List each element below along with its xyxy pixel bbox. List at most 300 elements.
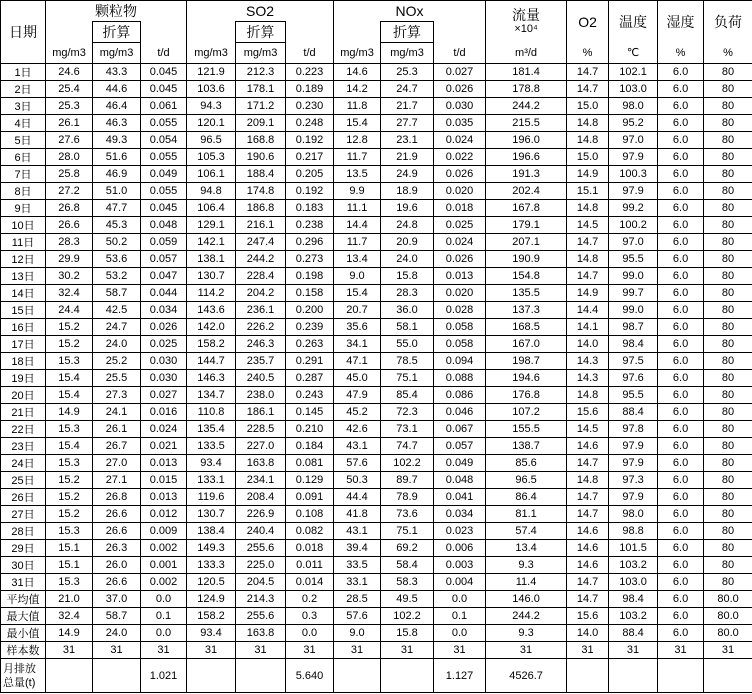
summary-cell: 37.0: [93, 591, 141, 608]
table-cell: 73.1: [381, 421, 434, 438]
table-cell: 15.2: [46, 472, 93, 489]
table-cell: 89.7: [381, 472, 434, 489]
summary-row: [1, 591, 752, 608]
summary-cell: 15.6: [567, 608, 609, 625]
table-cell: 196.6: [486, 149, 567, 166]
table-cell: 14.6: [567, 557, 609, 574]
o2-header: O2: [567, 1, 609, 43]
table-cell: 0.058: [434, 336, 486, 353]
table-cell: 15.0: [567, 98, 609, 115]
table-cell: 33.5: [334, 557, 381, 574]
table-cell: 15.1: [567, 183, 609, 200]
summary-label-cell: 样本数: [1, 642, 46, 659]
table-cell: 47.9: [334, 387, 381, 404]
total-empty-cell: [236, 659, 286, 693]
row-date-cell: 23日: [1, 438, 46, 455]
table-cell: 75.1: [381, 370, 434, 387]
table-cell: 25.5: [93, 370, 141, 387]
table-cell: 24.6: [46, 64, 93, 81]
table-cell: 94.8: [187, 183, 236, 200]
table-cell: 0.192: [286, 132, 334, 149]
table-cell: 14.7: [567, 574, 609, 591]
table-cell: 24.7: [381, 81, 434, 98]
table-cell: 14.8: [567, 132, 609, 149]
table-row: [1, 472, 752, 489]
unit-temperature: ℃: [609, 43, 658, 64]
table-cell: 80: [704, 200, 752, 217]
nox-converted-header: 折算: [381, 22, 434, 43]
table-cell: 0.025: [141, 336, 187, 353]
table-row: [1, 353, 752, 370]
unit-particulate-raw: mg/m3: [46, 43, 93, 64]
summary-cell: 57.6: [334, 608, 381, 625]
table-cell: 14.5: [567, 421, 609, 438]
table-cell: 138.7: [486, 438, 567, 455]
summary-cell: 103.2: [609, 608, 658, 625]
table-cell: 81.1: [486, 506, 567, 523]
table-cell: 11.4: [486, 574, 567, 591]
row-date-cell: 13日: [1, 268, 46, 285]
table-cell: 174.8: [236, 183, 286, 200]
table-cell: 0.026: [434, 166, 486, 183]
table-row: [1, 234, 752, 251]
row-date-cell: 17日: [1, 336, 46, 353]
table-cell: 46.3: [93, 115, 141, 132]
table-cell: 120.1: [187, 115, 236, 132]
table-cell: 98.7: [609, 319, 658, 336]
table-cell: 80: [704, 115, 752, 132]
table-cell: 72.3: [381, 404, 434, 421]
table-cell: 0.013: [141, 455, 187, 472]
table-cell: 102.2: [381, 455, 434, 472]
total-empty-cell: [334, 659, 381, 693]
table-cell: 0.055: [141, 115, 187, 132]
table-cell: 154.8: [486, 268, 567, 285]
date-header: 日期: [1, 1, 46, 64]
table-cell: 20.7: [334, 302, 381, 319]
table-cell: 85.4: [381, 387, 434, 404]
table-cell: 45.2: [334, 404, 381, 421]
table-cell: 0.108: [286, 506, 334, 523]
table-cell: 80: [704, 489, 752, 506]
flow-header: [486, 1, 567, 43]
table-cell: 0.023: [434, 523, 486, 540]
table-cell: 155.5: [486, 421, 567, 438]
table-cell: 0.055: [141, 183, 187, 200]
table-cell: 47.1: [334, 353, 381, 370]
table-cell: 14.8: [567, 472, 609, 489]
table-row: [1, 217, 752, 234]
table-cell: 0.296: [286, 234, 334, 251]
summary-cell: 80.0: [704, 625, 752, 642]
table-cell: 20.9: [381, 234, 434, 251]
table-cell: 0.248: [286, 115, 334, 132]
table-cell: 0.048: [434, 472, 486, 489]
table-cell: 26.6: [46, 217, 93, 234]
table-cell: 0.045: [141, 200, 187, 217]
table-row: [1, 336, 752, 353]
table-row: [1, 574, 752, 591]
summary-cell: 0.0: [141, 625, 187, 642]
particulate-converted-header: 折算: [93, 22, 141, 43]
table-cell: 15.4: [46, 387, 93, 404]
table-cell: 27.6: [46, 132, 93, 149]
table-cell: 240.5: [236, 370, 286, 387]
table-cell: 80: [704, 370, 752, 387]
table-cell: 0.205: [286, 166, 334, 183]
table-cell: 34.1: [334, 336, 381, 353]
summary-cell: 31: [658, 642, 704, 659]
table-cell: 186.8: [236, 200, 286, 217]
table-cell: 78.5: [381, 353, 434, 370]
table-cell: 244.2: [236, 251, 286, 268]
table-cell: 130.7: [187, 506, 236, 523]
table-cell: 14.1: [567, 319, 609, 336]
table-cell: 196.0: [486, 132, 567, 149]
table-cell: 0.210: [286, 421, 334, 438]
table-cell: 14.3: [567, 370, 609, 387]
so2-converted-header: 折算: [236, 22, 286, 43]
table-cell: 226.9: [236, 506, 286, 523]
table-cell: 146.3: [187, 370, 236, 387]
summary-cell: 31: [93, 642, 141, 659]
table-cell: 6.0: [658, 64, 704, 81]
table-cell: 6.0: [658, 251, 704, 268]
table-cell: 14.7: [567, 234, 609, 251]
table-cell: 163.8: [236, 455, 286, 472]
table-cell: 96.5: [486, 472, 567, 489]
summary-cell: 0.3: [286, 608, 334, 625]
row-date-cell: 16日: [1, 319, 46, 336]
row-date-cell: 18日: [1, 353, 46, 370]
unit-nox-converted: mg/m3: [381, 43, 434, 64]
table-row: [1, 404, 752, 421]
table-cell: 225.0: [236, 557, 286, 574]
table-cell: 0.026: [434, 251, 486, 268]
table-cell: 98.0: [609, 98, 658, 115]
table-cell: 0.026: [434, 81, 486, 98]
table-cell: 99.7: [609, 285, 658, 302]
table-cell: 6.0: [658, 387, 704, 404]
table-cell: 0.030: [141, 353, 187, 370]
table-cell: 0.061: [141, 98, 187, 115]
table-cell: 94.3: [187, 98, 236, 115]
table-cell: 43.3: [93, 64, 141, 81]
table-row: [1, 200, 752, 217]
table-cell: 53.6: [93, 251, 141, 268]
total-empty-cell: [609, 659, 658, 693]
table-cell: 58.1: [381, 319, 434, 336]
summary-cell: 15.8: [381, 625, 434, 642]
table-cell: 42.5: [93, 302, 141, 319]
table-cell: 14.9: [567, 285, 609, 302]
table-cell: 0.041: [434, 489, 486, 506]
table-cell: 11.1: [334, 200, 381, 217]
table-cell: 0.030: [141, 370, 187, 387]
row-date-cell: 7日: [1, 166, 46, 183]
summary-cell: 158.2: [187, 608, 236, 625]
table-cell: 168.8: [236, 132, 286, 149]
table-cell: 6.0: [658, 404, 704, 421]
table-cell: 15.4: [334, 285, 381, 302]
load-header: 负荷: [704, 1, 752, 43]
table-cell: 0.002: [141, 540, 187, 557]
table-cell: 15.2: [46, 319, 93, 336]
table-cell: 24.7: [93, 319, 141, 336]
table-cell: 6.0: [658, 540, 704, 557]
table-cell: 15.3: [46, 574, 93, 591]
unit-particulate-td: t/d: [141, 43, 187, 64]
table-cell: 0.013: [141, 489, 187, 506]
table-cell: 47.7: [93, 200, 141, 217]
table-cell: 14.7: [567, 64, 609, 81]
summary-cell: 31: [141, 642, 187, 659]
table-cell: 73.6: [381, 506, 434, 523]
table-cell: 11.7: [334, 149, 381, 166]
table-cell: 0.223: [286, 64, 334, 81]
table-cell: 14.4: [334, 217, 381, 234]
table-cell: 0.006: [434, 540, 486, 557]
table-cell: 44.4: [334, 489, 381, 506]
summary-cell: 31: [704, 642, 752, 659]
row-date-cell: 31日: [1, 574, 46, 591]
row-date-cell: 15日: [1, 302, 46, 319]
table-cell: 0.081: [286, 455, 334, 472]
table-cell: 26.7: [93, 438, 141, 455]
unit-so2-converted: mg/m3: [236, 43, 286, 64]
table-cell: 26.6: [93, 506, 141, 523]
table-cell: 57.6: [334, 455, 381, 472]
table-cell: 227.0: [236, 438, 286, 455]
table-row: [1, 268, 752, 285]
table-cell: 58.4: [381, 557, 434, 574]
table-cell: 80: [704, 353, 752, 370]
table-row: [1, 132, 752, 149]
table-cell: 202.4: [486, 183, 567, 200]
table-cell: 0.044: [141, 285, 187, 302]
table-cell: 0.015: [141, 472, 187, 489]
table-cell: 11.7: [334, 234, 381, 251]
table-cell: 97.9: [609, 455, 658, 472]
table-cell: 198.7: [486, 353, 567, 370]
table-cell: 97.9: [609, 149, 658, 166]
table-cell: 6.0: [658, 370, 704, 387]
table-cell: 46.9: [93, 166, 141, 183]
summary-cell: 214.3: [236, 591, 286, 608]
summary-cell: 28.5: [334, 591, 381, 608]
table-cell: 80: [704, 166, 752, 183]
table-cell: 0.024: [141, 421, 187, 438]
humidity-header: 湿度: [658, 1, 704, 43]
table-cell: 0.024: [434, 234, 486, 251]
table-cell: 32.4: [46, 285, 93, 302]
table-cell: 246.3: [236, 336, 286, 353]
table-cell: 236.1: [236, 302, 286, 319]
row-date-cell: 11日: [1, 234, 46, 251]
total-empty-cell: [658, 659, 704, 693]
table-cell: 0.067: [434, 421, 486, 438]
total-empty-cell: [187, 659, 236, 693]
row-date-cell: 21日: [1, 404, 46, 421]
table-cell: 15.2: [46, 506, 93, 523]
table-row: [1, 98, 752, 115]
table-cell: 24.0: [93, 336, 141, 353]
summary-cell: 80.0: [704, 608, 752, 625]
table-cell: 29.9: [46, 251, 93, 268]
table-cell: 14.7: [567, 268, 609, 285]
table-cell: 105.3: [187, 149, 236, 166]
table-row: [1, 421, 752, 438]
table-cell: 0.002: [141, 574, 187, 591]
table-cell: 25.8: [46, 166, 93, 183]
table-cell: 6.0: [658, 200, 704, 217]
table-cell: 80: [704, 506, 752, 523]
table-cell: 15.8: [381, 268, 434, 285]
table-cell: 190.6: [236, 149, 286, 166]
table-cell: 0.021: [141, 438, 187, 455]
row-date-cell: 1日: [1, 64, 46, 81]
table-cell: 207.1: [486, 234, 567, 251]
table-row: [1, 81, 752, 98]
table-cell: 95.5: [609, 387, 658, 404]
table-cell: 50.2: [93, 234, 141, 251]
table-cell: 28.3: [381, 285, 434, 302]
table-cell: 14.6: [567, 523, 609, 540]
table-cell: 14.3: [567, 353, 609, 370]
table-cell: 0.088: [434, 370, 486, 387]
table-cell: 6.0: [658, 319, 704, 336]
table-cell: 25.2: [93, 353, 141, 370]
table-cell: 6.0: [658, 523, 704, 540]
summary-cell: 93.4: [187, 625, 236, 642]
row-date-cell: 3日: [1, 98, 46, 115]
flow-multiplier: ×10⁴: [514, 22, 538, 35]
summary-cell: 6.0: [658, 608, 704, 625]
table-cell: 99.0: [609, 268, 658, 285]
table-cell: 26.3: [93, 540, 141, 557]
total-empty-cell: [704, 659, 752, 693]
table-cell: 51.6: [93, 149, 141, 166]
table-cell: 57.4: [486, 523, 567, 540]
table-cell: 80: [704, 421, 752, 438]
table-cell: 255.6: [236, 540, 286, 557]
table-cell: 15.1: [46, 557, 93, 574]
table-cell: 171.2: [236, 98, 286, 115]
row-date-cell: 6日: [1, 149, 46, 166]
table-cell: 102.1: [609, 64, 658, 81]
summary-label-cell: 最大值: [1, 608, 46, 625]
table-cell: 0.291: [286, 353, 334, 370]
table-cell: 14.8: [567, 387, 609, 404]
summary-cell: 31: [567, 642, 609, 659]
table-cell: 168.5: [486, 319, 567, 336]
table-row: [1, 64, 752, 81]
summary-cell: 31: [286, 642, 334, 659]
table-cell: 80: [704, 251, 752, 268]
total-label-line1: 月排放: [3, 662, 36, 675]
table-cell: 80: [704, 64, 752, 81]
table-row: [1, 149, 752, 166]
table-cell: 24.4: [46, 302, 93, 319]
table-cell: 0.027: [141, 387, 187, 404]
table-cell: 80: [704, 183, 752, 200]
unit-humidity: %: [658, 43, 704, 64]
row-date-cell: 9日: [1, 200, 46, 217]
unit-so2-td: t/d: [286, 43, 334, 64]
table-cell: 14.8: [567, 251, 609, 268]
table-cell: 14.9: [567, 166, 609, 183]
total-empty-cell: [46, 659, 93, 693]
table-cell: 103.0: [609, 81, 658, 98]
table-cell: 25.4: [46, 81, 93, 98]
table-cell: 129.1: [187, 217, 236, 234]
table-row: [1, 251, 752, 268]
table-cell: 167.8: [486, 200, 567, 217]
table-cell: 24.9: [381, 166, 434, 183]
table-cell: 97.0: [609, 234, 658, 251]
summary-cell: 0.1: [141, 608, 187, 625]
table-cell: 0.145: [286, 404, 334, 421]
table-cell: 19.6: [381, 200, 434, 217]
table-cell: 121.9: [187, 64, 236, 81]
table-cell: 14.8: [567, 200, 609, 217]
table-cell: 74.7: [381, 438, 434, 455]
table-cell: 24.1: [93, 404, 141, 421]
table-row: [1, 319, 752, 336]
table-cell: 0.200: [286, 302, 334, 319]
summary-cell: 0.0: [141, 591, 187, 608]
table-cell: 24.0: [381, 251, 434, 268]
summary-cell: 14.0: [567, 625, 609, 642]
table-row: [1, 455, 752, 472]
table-cell: 6.0: [658, 455, 704, 472]
total-value-cell: 1.127: [434, 659, 486, 693]
table-cell: 216.1: [236, 217, 286, 234]
table-cell: 80: [704, 302, 752, 319]
table-cell: 0.028: [434, 302, 486, 319]
summary-cell: 32.4: [46, 608, 93, 625]
table-cell: 144.7: [187, 353, 236, 370]
table-cell: 0.045: [141, 64, 187, 81]
table-cell: 100.2: [609, 217, 658, 234]
summary-cell: 88.4: [609, 625, 658, 642]
table-cell: 12.8: [334, 132, 381, 149]
table-cell: 149.3: [187, 540, 236, 557]
table-cell: 97.6: [609, 370, 658, 387]
table-cell: 97.0: [609, 132, 658, 149]
total-row: [1, 659, 752, 693]
unit-o2: %: [567, 43, 609, 64]
table-cell: 6.0: [658, 472, 704, 489]
table-cell: 0.263: [286, 336, 334, 353]
table-cell: 18.9: [381, 183, 434, 200]
table-cell: 194.6: [486, 370, 567, 387]
table-cell: 80: [704, 132, 752, 149]
table-cell: 0.129: [286, 472, 334, 489]
table-cell: 11.8: [334, 98, 381, 115]
table-cell: 188.4: [236, 166, 286, 183]
table-cell: 80: [704, 81, 752, 98]
table-cell: 43.1: [334, 438, 381, 455]
table-cell: 0.003: [434, 557, 486, 574]
table-cell: 142.0: [187, 319, 236, 336]
table-cell: 0.012: [141, 506, 187, 523]
table-cell: 98.8: [609, 523, 658, 540]
table-cell: 9.0: [334, 268, 381, 285]
table-row: [1, 523, 752, 540]
table-row: [1, 302, 752, 319]
table-cell: 106.1: [187, 166, 236, 183]
